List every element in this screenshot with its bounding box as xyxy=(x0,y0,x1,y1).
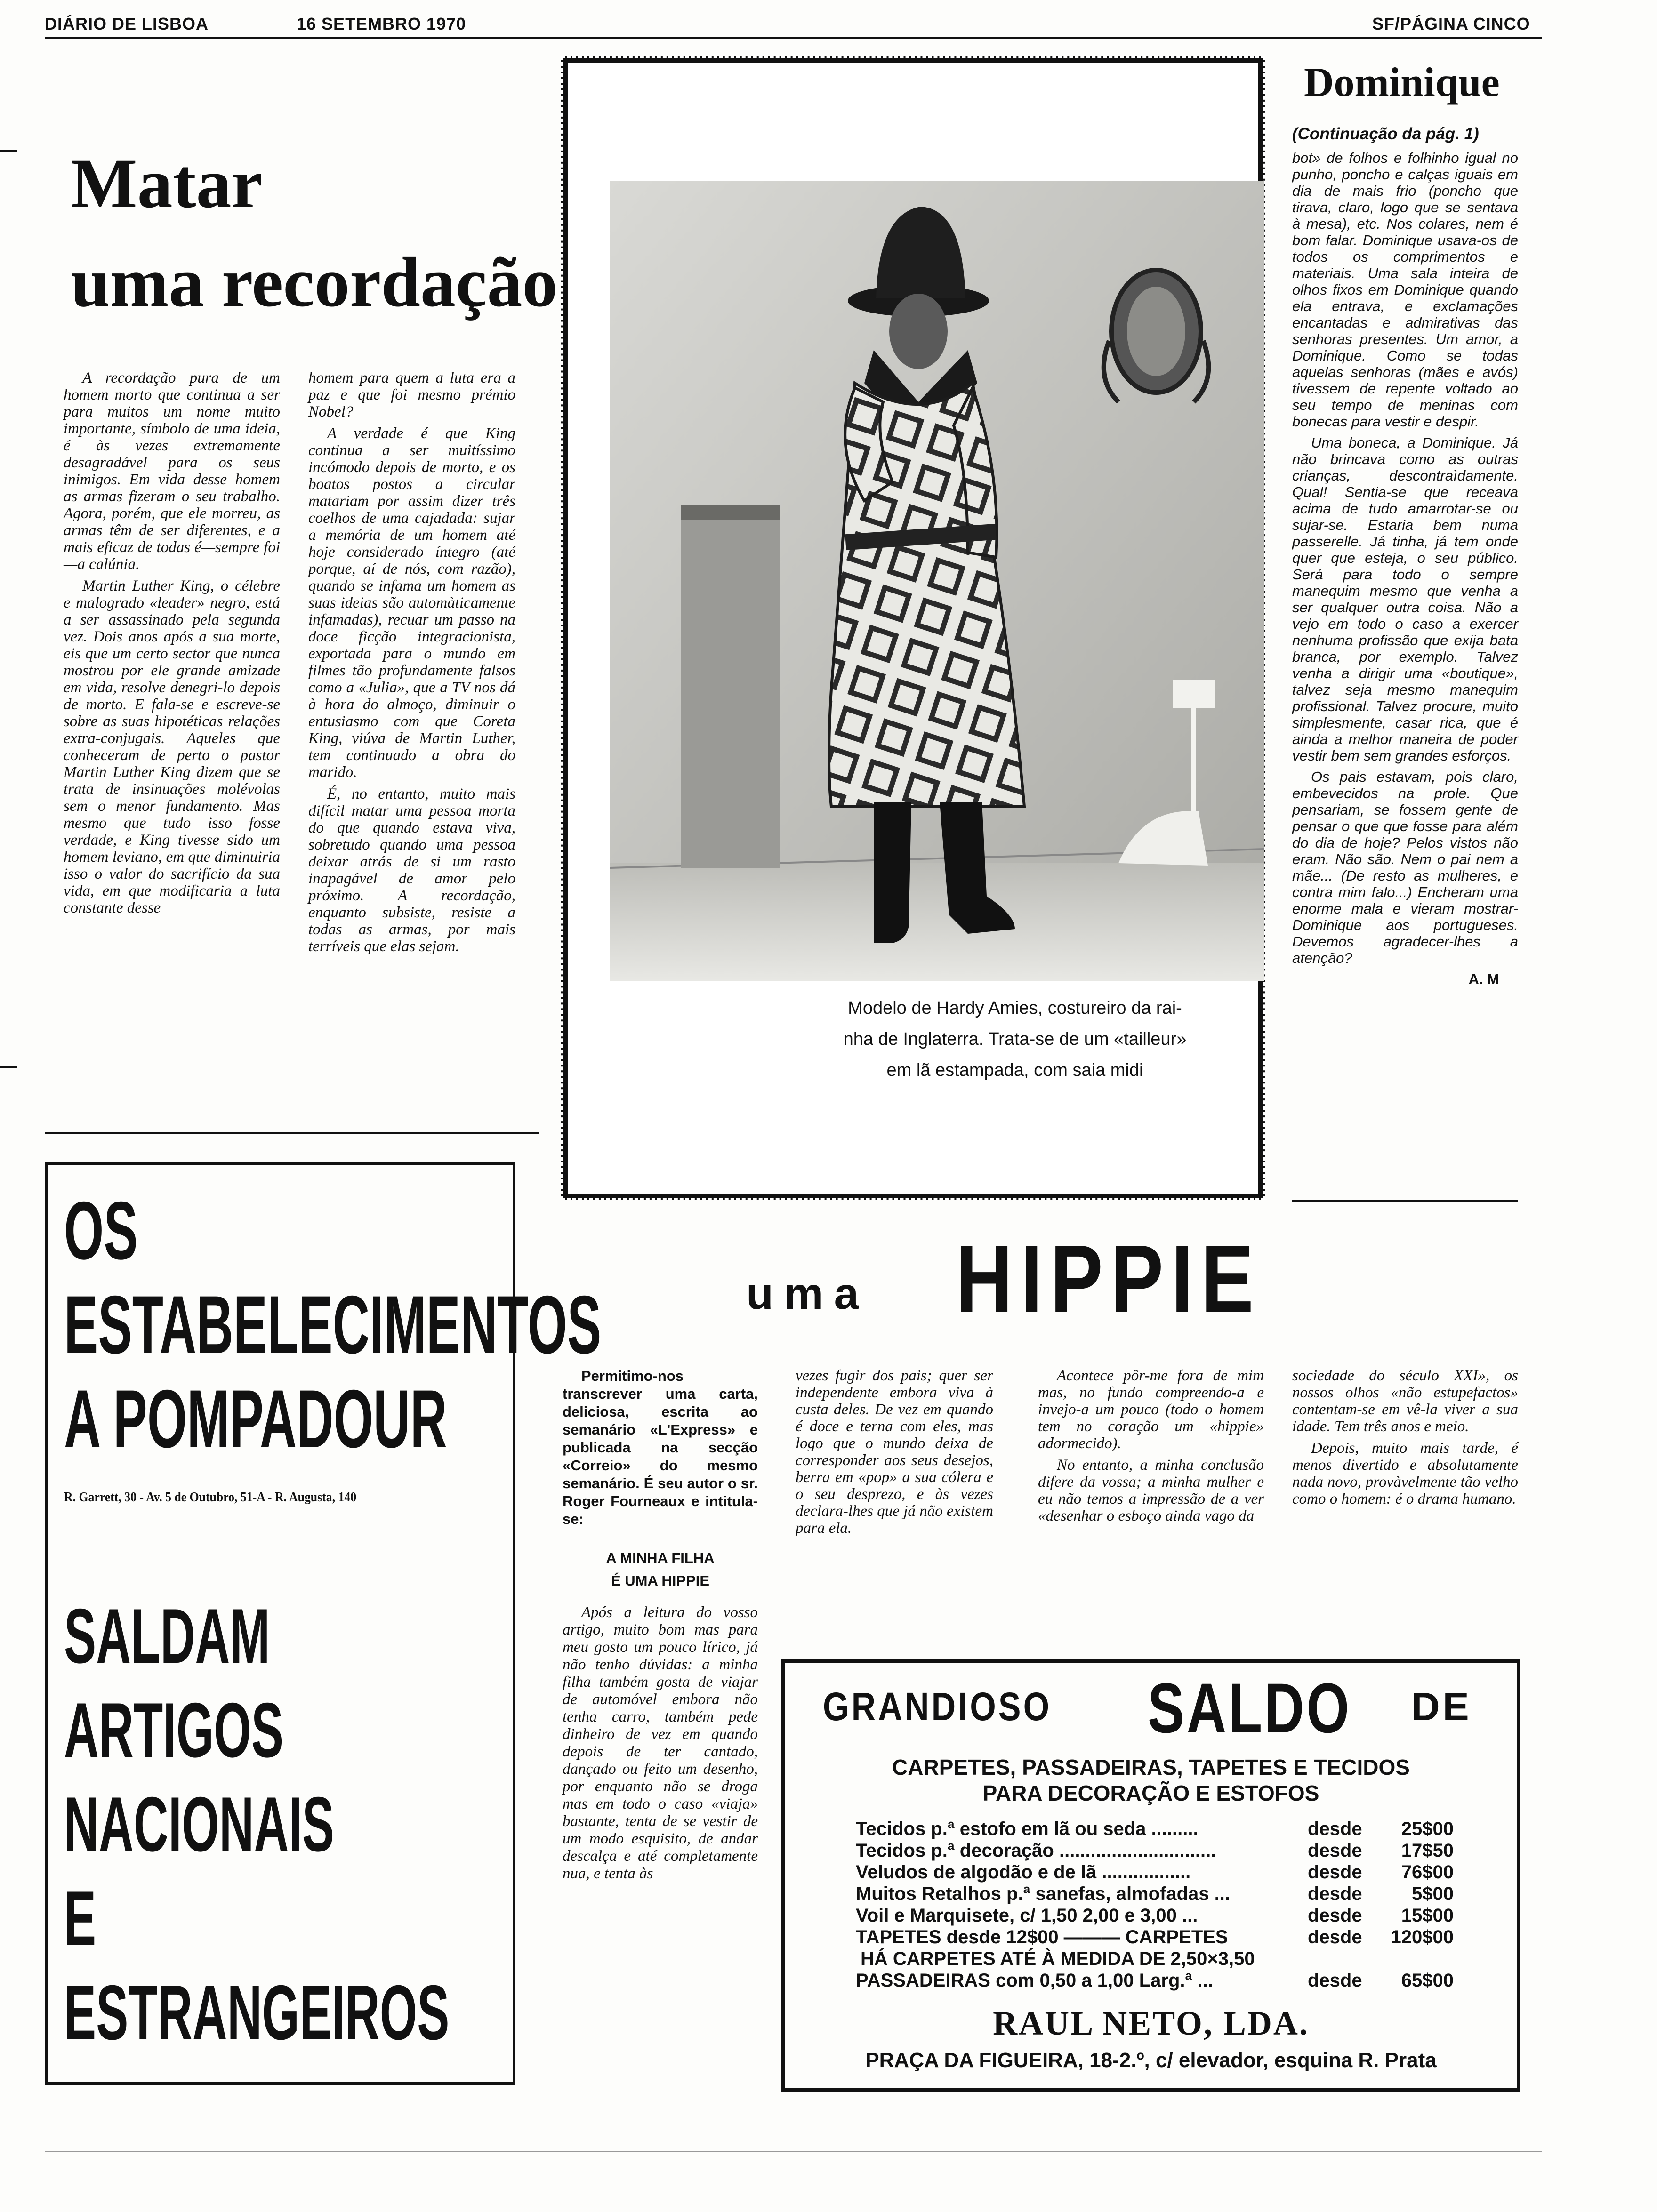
price-item: Veludos de algodão e de lã ................. xyxy=(856,1862,1191,1883)
price-value: 5$00 xyxy=(1412,1883,1454,1904)
subhead-line: A MINHA FILHA xyxy=(606,1550,715,1566)
author-signature: A. M xyxy=(1468,971,1499,987)
hippie-paragraph: Acontece pôr-me fora de mim mas, no fundo compreendo-a e invejo-a um pouco (todo o homem tem no coração um «hippie» adormecido). xyxy=(1038,1367,1264,1452)
article-paragraph: homem para quem a luta era a paz e que foi mesmo prémio Nobel? xyxy=(308,369,515,420)
photo-frame xyxy=(561,56,1265,1200)
ad-line: SALDAM xyxy=(64,1593,270,1679)
custom-size-line: HÁ CARPETES ATÉ À MEDIDA DE 2,50×3,50 xyxy=(861,1948,1255,1969)
price-desde: desde xyxy=(1308,1927,1362,1948)
ad-word-saldo: SALDO xyxy=(1148,1668,1351,1747)
newspaper-name: DIÁRIO DE LISBOA xyxy=(45,14,209,33)
ad-word: GRANDIOSO xyxy=(823,1684,1052,1729)
price-value: 25$00 xyxy=(1401,1819,1454,1839)
page-label: SF/PÁGINA CINCO xyxy=(1372,14,1530,33)
article-column-1 xyxy=(64,369,280,921)
hippie-paragraph: Após a leitura do vosso artigo, muito bom mas para meu gosto um pouco lírico, já não tenho dúvidas: a minha filha também gosta de viajar de automóvel embora não tenha carro, também pede dinheiro de vez em quando depois de ter cantado, dançado ou feito um desenho, por enquanto não se droga mas em todo o caso «viaja» bastante, tenta de se vestir de um modo esquisito, de andar descalça e até completamente nua, e tenta às xyxy=(563,1604,758,1882)
company-name: RAUL NETO, LDA. xyxy=(993,2004,1309,2042)
saldo-advertisement xyxy=(781,1659,1520,2092)
price-row xyxy=(856,1970,1454,1991)
price-row xyxy=(856,1905,1454,1926)
price-item: Muitos Retalhos p.ª sanefas, almofadas ... xyxy=(856,1883,1230,1904)
ad-line: ARTIGOS xyxy=(64,1687,284,1773)
hippie-subhead xyxy=(563,1547,758,1592)
article-column-2 xyxy=(308,369,515,960)
price-value: 15$00 xyxy=(1401,1905,1454,1926)
article-paragraph: A verdade é que King continua a ser muitíssimo incómodo depois de morto, e os boatos postos a circular matariam por assim dizer três coelhos de uma cajadada: sujar a memória de um homem até hoje considerado íntegro (até porque, aí de nós, com razão), quando se infama um homem as suas ideias são automàticamente infamadas), recuar um passo na doce ficção integracionista, exportada para o mundo em filmes tão profundamente falsos como a «Julia», que a TV nos dá à hora do almoço, diminuir o entusiasmo com que Coreta King, viúva de Martin Luther, tem continuado a obra do marido. xyxy=(308,425,515,781)
ad-address: R. Garrett, 30 - Av. 5 de Outubro, 51-A - R. Augusta, 140 xyxy=(64,1490,357,1505)
caption-line: nha de Inglaterra. Trata-se de um «tailleur» xyxy=(843,1029,1187,1049)
column-end-rule xyxy=(1292,1200,1518,1202)
hippie-title-big: HIPPIE xyxy=(956,1225,1262,1333)
price-value: 76$00 xyxy=(1401,1862,1454,1883)
caption-line: em lã estampada, com saia midi xyxy=(886,1060,1143,1080)
price-row xyxy=(856,1818,1454,1840)
margin-mark xyxy=(0,1066,17,1068)
hippie-paragraph: vezes fugir dos pais; quer ser independente embora viva à custa deles. De vez em quando é doce e terna com eles, mas logo que o mundo deixa de corresponder aos seus desejos, berra em «pop» a sua cólera e o seu desprezo, e às vezes declara-lhes que já não existem para ela. xyxy=(796,1367,993,1537)
dominique-text xyxy=(1292,150,1518,987)
price-item: Tecidos p.ª decoração .............................. xyxy=(856,1840,1216,1861)
section-divider xyxy=(45,1132,539,1134)
issue-date: 16 SETEMBRO 1970 xyxy=(297,14,467,33)
hippie-paragraph: sociedade do século XXI», os nossos olhos «não estupefactos» contentam-se em vê-la viver a sua idade. Tem três anos e meio. xyxy=(1292,1367,1518,1435)
dominique-title: Dominique xyxy=(1304,60,1500,105)
hippie-column-1 xyxy=(563,1367,758,1887)
price-item: Tecidos p.ª estofo em lã ou seda ......... xyxy=(856,1819,1199,1839)
article-title-line1: Matar xyxy=(71,144,263,223)
continuation-note: (Continuação da pág. 1) xyxy=(1292,125,1479,143)
ad-subtitle: CARPETES, PASSADEIRAS, TAPETES E TECIDOS xyxy=(892,1755,1410,1779)
article-paragraph: É, no entanto, muito mais difícil matar uma pessoa morta do que quando estava viva, sobretudo quando uma pessoa deixar atrás de si um rasto inapagável de amor pelo próximo. A recordação, enquanto subsiste, resiste a todas as armas, por mais terríveis que elas sejam. xyxy=(308,785,515,955)
hippie-paragraph: No entanto, a minha conclusão difere da vossa; a minha mulher e eu não temos a impressão de a ver «desenhar o esboço ainda vago da xyxy=(1038,1457,1264,1524)
hippie-column-4 xyxy=(1292,1367,1518,1512)
hippie-intro: Permitimo-nos transcrever uma carta, deliciosa, escrita ao semanário «L'Express» e publicada na secção «Correio» do mesmo semanário. É seu autor o sr. Roger Fourneaux e intitula-se: xyxy=(563,1368,758,1527)
dominique-paragraph: Uma boneca, a Dominique. Já não brincava como as outras crianças, descontraìdamente. Qual! Sentia-se que receava acima de tudo amarrotar-se ou sujar-se. Estaria bem numa passerelle. Já tinha, já tem onde quer que esteja, o seu público. Será para todo o sempre manequim mesmo que venha a ser qualquer outra coisa. Não a vejo em todo o caso a exercer nenhuma profissão que exija bata branca, por exemplo. Talvez venha a dirigir uma «boutique», talvez seja mesmo manequim profissional. Talvez procure, muito simplesmente, casar rica, que é ainda a melhor maneira de poder vestir bem sem grandes esforços. xyxy=(1292,434,1518,764)
price-value: 65$00 xyxy=(1401,1970,1454,1991)
company-address: PRAÇA DA FIGUEIRA, 18-2.º, c/ elevador, esquina R. Prata xyxy=(865,2049,1437,2072)
price-desde: desde xyxy=(1308,1862,1362,1883)
price-value: 120$00 xyxy=(1391,1927,1454,1948)
price-item: Voil e Marquisete, c/ 1,50 2,00 e 3,00 ... xyxy=(856,1905,1198,1926)
ad-line: A POMPADOUR xyxy=(64,1373,447,1465)
article-paragraph: Martin Luther King, o célebre e malogrado «leader» negro, está a ser assassinado pela segunda vez. Dois anos após a sua morte, eis que um certo sector que nunca mostrou por ele grande amizade em vida, resolve denegri-lo depois de morto. E fala-se e escreve-se sobre as suas hipotéticas relações extra-conjugais. Aqueles que conheceram de perto o pastor Martin Luther King dizem que se trata de insinuações molévolas sem o menor fundamento. Mas mesmo que tudo isso fosse verdade, e King tivesse sido um homem leviano, em que diminuiria isso o valor do sacrifício da sua vida, em que modificaria a luta constante desse xyxy=(64,577,280,916)
photo-caption xyxy=(789,993,1241,1086)
article-title-line2: uma recordação xyxy=(71,243,558,321)
ad-line: OS xyxy=(64,1185,138,1277)
price-value: 17$50 xyxy=(1401,1840,1454,1861)
ad-line: NACIONAIS xyxy=(64,1781,335,1867)
model-in-tailleur-image xyxy=(610,181,1264,981)
hippie-column-3 xyxy=(1038,1367,1264,1529)
ad-word: DE xyxy=(1411,1684,1472,1729)
margin-mark xyxy=(0,150,17,152)
dominique-paragraph: bot» de folhos e folhinho igual no punho, poncho e calças iguais em dia de mais frio (poncho que tirava, claro, logo que se sentava à mesa), etc. Nos colares, nem é bom falar. Dominique usava-os de todos os comprimentos e materiais. Uma sala inteira de olhos fixos em Dominique quando ela entrava, e exclamações encantadas e admirativas das senhoras presentes. Um amor, a Dominique. Como se todas aquelas senhoras (mães e avós) tivessem de repente voltado ao seu tempo de meninas com bonecas para vestir e despir. xyxy=(1292,150,1518,430)
hippie-column-2 xyxy=(796,1367,993,1541)
price-row xyxy=(856,1883,1454,1905)
price-item: PASSADEIRAS com 0,50 a 1,00 Larg.ª ... xyxy=(856,1970,1213,1991)
hippie-paragraph: Depois, muito mais tarde, é menos divertido e absolutamente nada novo, provàvelmente tão velho como o homem: é o drama humano. xyxy=(1292,1440,1518,1507)
article-paragraph: A recordação pura de um homem morto que continua a ser para muitos um nome muito importante, símbolo de uma ideia, é às vezes extremamente desagradável para os seus inimigos. Em vida desse homem as armas fizeram o seu trabalho. Agora, porém, que ele morreu, as armas têm de ser diferentes, e a mais eficaz de todas é—sempre foi—a calúnia. xyxy=(64,369,280,573)
price-item: TAPETES desde 12$00 ——— CARPETES xyxy=(856,1927,1228,1948)
ad-line: ESTRANGEIROS xyxy=(64,1969,450,2056)
price-desde: desde xyxy=(1308,1970,1362,1991)
fashion-photo xyxy=(610,181,1264,981)
price-row xyxy=(856,1840,1454,1861)
price-desde: desde xyxy=(1308,1883,1362,1904)
header-rule xyxy=(45,37,1542,39)
price-desde: desde xyxy=(1308,1840,1362,1861)
price-desde: desde xyxy=(1308,1819,1362,1839)
caption-line: Modelo de Hardy Amies, costureiro da rai- xyxy=(848,998,1182,1018)
price-list xyxy=(856,1818,1454,1991)
pompadour-advertisement xyxy=(45,1162,602,2085)
hippie-title-small: uma xyxy=(746,1269,869,1319)
ad-line: E xyxy=(64,1875,97,1962)
ad-subtitle: PARA DECORAÇÃO E ESTOFOS xyxy=(982,1781,1319,1805)
price-row xyxy=(856,1926,1454,1948)
subhead-line: É UMA HIPPIE xyxy=(611,1572,709,1589)
footer-rule xyxy=(45,2151,1542,2152)
price-desde: desde xyxy=(1308,1905,1362,1926)
price-row xyxy=(856,1861,1454,1883)
dominique-paragraph: Os pais estavam, pois claro, embevecidos na prole. Que pensariam, se fossem gente de pensar o que que fosse para além do dia de hoje? Pelos vistos não eram. Não são. Nem o pai nem a mãe... (De resto as mulheres, e contra mim falo...) Encheram uma enorme mala e vieram mostrar-Dominique aos portugueses. Devemos agradecer-lhes a atenção? xyxy=(1292,769,1518,966)
ad-line: ESTABELECIMENTOS xyxy=(64,1279,602,1371)
